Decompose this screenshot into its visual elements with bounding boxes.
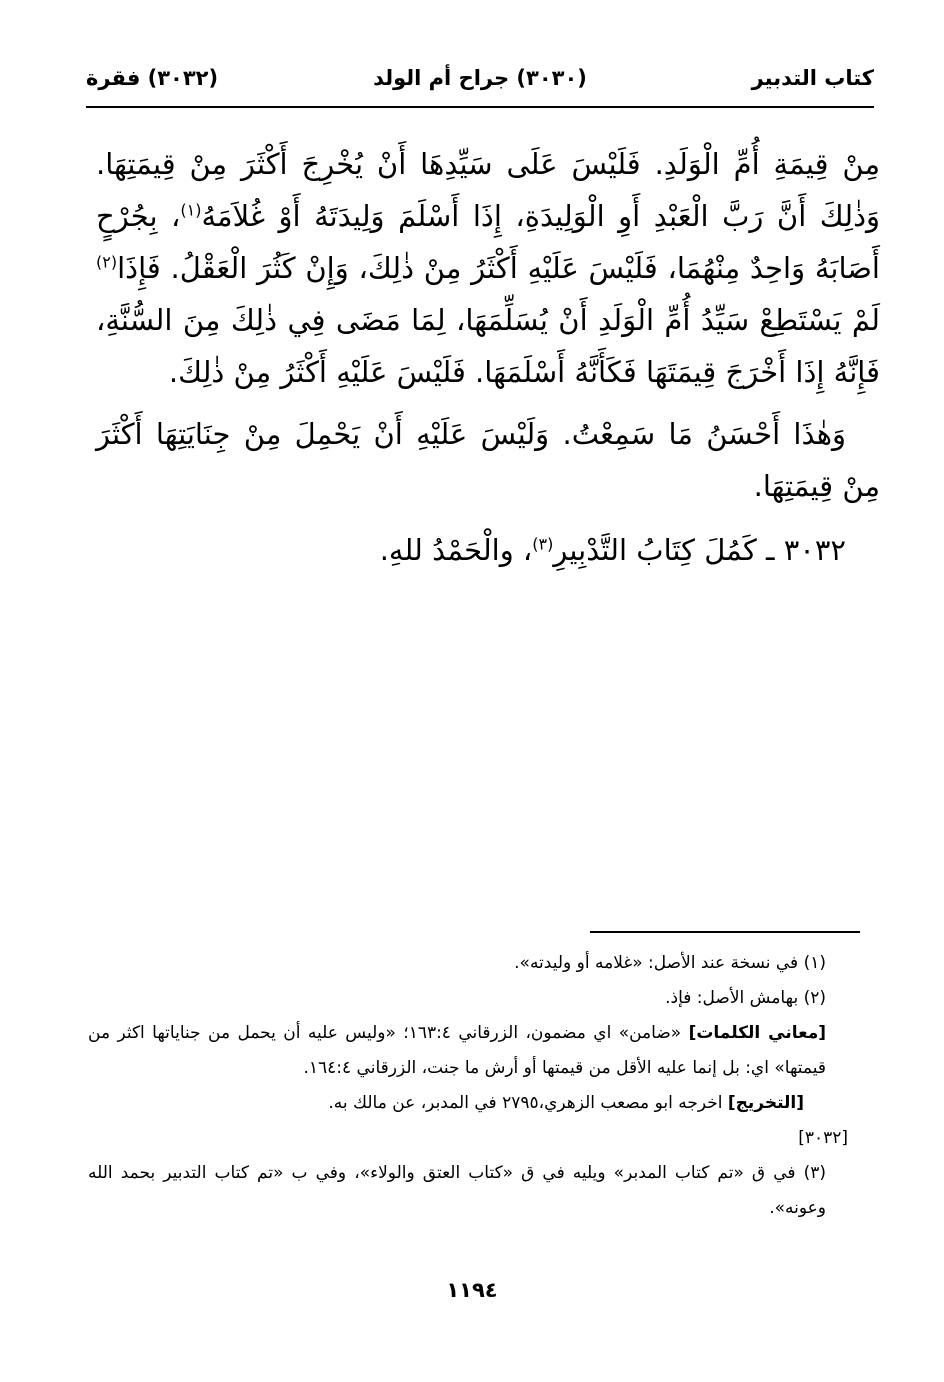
glossary-text: «ضامن» اي مضمون، الزرقاني ١٦٣:٤؛ «وليس عليه أن يحمل من جناياتها اكثر من قيمتها» اي: بل إنما عليه الأقل من قيمتها أو أرش ما جنت، الزرقاني ١٦٤:٤.	[88, 1023, 826, 1078]
takhrij-note	[88, 1086, 848, 1121]
main-text	[96, 138, 880, 576]
footnote-2: (٢) بهامش الأصل: فإذ.	[665, 988, 826, 1008]
paragraph-3	[96, 524, 880, 576]
glossary-note	[88, 1016, 848, 1086]
takhrij-label: [التخريج]	[727, 1093, 804, 1113]
footnote-ref-1: (١)	[180, 200, 202, 220]
footnote-ref-2: (٢)	[96, 252, 118, 272]
page-number: ١١٩٤	[446, 1278, 498, 1302]
paragraph-1-part-b: ، بِجُرْحٍ أَصَابَهُ وَاحِدٌ مِنْهُمَا، فَلَيْسَ عَلَيْهِ أَكْثَرُ مِنْ ذٰلِكَ، وَإِنْ كَثُرَ الْعَقْلُ. فَإِذَا	[96, 199, 880, 285]
footnote-divider	[590, 931, 860, 933]
header-divider	[86, 106, 874, 108]
header-paragraph-number: (٣٠٣٢) فقرة	[86, 66, 219, 90]
footnotes	[88, 946, 848, 1226]
paragraph-3-part-b: ، والْحَمْدُ للهِ.	[379, 533, 533, 567]
footnote-ref-3: (٣)	[532, 534, 554, 554]
header-book-title: كتاب التدبير	[751, 66, 874, 90]
takhrij-reference: [٣٠٣٢]	[798, 1128, 848, 1148]
footnote-3: (٣) في ق «تم كتاب المدبر» ويليه في ق «كتاب العتق والولاء»، وفي ب «تم كتاب التدبير بحمد الله وعونه».	[88, 1163, 826, 1218]
glossary-label: [معاني الكلمات]	[688, 1023, 826, 1043]
paragraph-1-part-c: لَمْ يَسْتَطِعْ سَيِّدُ أُمِّ الْوَلَدِ أَنْ يُسَلِّمَهَا، لِمَا مَضَى فِي ذٰلِكَ مِنَ السُّنَّةِ، فَإِنَّهُ إِذَا أَخْرَجَ قِيمَتَهَا فَكَأَنَّهُ أَسْلَمَهَا. فَلَيْسَ عَلَيْهِ أَكْثَرُ مِنْ ذٰلِكَ.	[96, 303, 880, 389]
footnote-1: (١) في نسخة عند الأصل: «غلامه أو وليدته».	[514, 953, 826, 973]
paragraph-1	[96, 138, 880, 398]
takhrij-text: اخرجه ابو مصعب الزهري،٢٧٩٥ في المدبر، عن مالك به.	[328, 1093, 728, 1113]
header-chapter-title: (٣٠٣٠) جراح أم الولد	[373, 66, 587, 90]
paragraph-2: وَهٰذَا أَحْسَنُ مَا سَمِعْتُ. وَلَيْسَ عَلَيْهِ أَنْ يَحْمِلَ مِنْ جِنَايَتِهَا أَكْثَرَ مِنْ قِيمَتِهَا.	[96, 417, 880, 503]
paragraph-3-part-a: ٣٠٣٢ ـ كَمُلَ كِتَابُ التَّدْبِيرِ	[553, 533, 846, 567]
running-header	[86, 66, 874, 106]
paragraph-1-part-a: مِنْ قِيمَةِ أُمِّ الْوَلَدِ. فَلَيْسَ عَلَى سَيِّدِهَا أَنْ يُخْرِجَ أَكْثَرَ مِنْ قِيمَتِهَا. وَذٰلِكَ أَنَّ رَبَّ الْعَبْدِ أَوِ الْوَلِيدَةِ، إِذَا أَسْلَمَ وَلِيدَتَهُ أَوْ غُلاَمَهُ	[96, 147, 880, 233]
